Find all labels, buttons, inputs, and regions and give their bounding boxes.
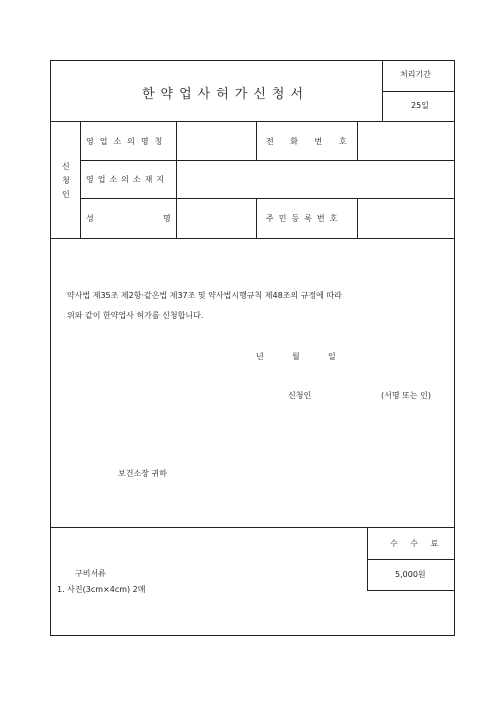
processing-period-label: 처리기간: [400, 70, 431, 79]
applicant-label-2: 청: [62, 176, 70, 185]
business-name-field[interactable]: [177, 122, 255, 160]
required-doc-item-1: 1. 사진(3cm×4cm) 2매: [57, 585, 146, 594]
name-label-left: 성: [86, 214, 94, 223]
form-title: 한약업사허가신청서: [142, 87, 310, 102]
date-year: 년: [256, 352, 264, 361]
applicant-label-3: 인: [62, 190, 70, 199]
addressee: 보건소장 귀하: [118, 469, 167, 478]
processing-period-value: 25일: [411, 101, 429, 110]
business-name-label: 영업소의명칭: [86, 137, 169, 146]
phone-label: 전 화 번 호: [266, 137, 354, 146]
statement-line-2: 위와 같이 한약업사 허가를 신청합니다.: [67, 311, 204, 320]
fee-label: 수 수 료: [390, 539, 444, 548]
statement-line-1: 약사법 제35조 제2항·같은법 제37조 및 약사법시행규칙 제48조의 규정에 따라: [67, 291, 342, 300]
resident-number-label: 주민등록번호: [266, 214, 343, 223]
fee-value: 5,000원: [395, 570, 426, 579]
date-day: 일: [328, 352, 336, 361]
applicant-sign-label: 신청인: [288, 391, 312, 400]
required-docs-label: 구비서류: [75, 569, 106, 578]
applicant-label-1: 신: [62, 162, 70, 171]
phone-field[interactable]: [358, 122, 454, 160]
name-label-right: 명: [163, 214, 171, 223]
business-address-field[interactable]: [177, 161, 454, 198]
signature-hint: (서명 또는 인): [381, 391, 431, 400]
business-address-label: 영업소의소재지: [86, 175, 169, 184]
date-month: 월: [292, 352, 300, 361]
name-field[interactable]: [177, 199, 255, 238]
resident-number-field[interactable]: [358, 199, 454, 238]
